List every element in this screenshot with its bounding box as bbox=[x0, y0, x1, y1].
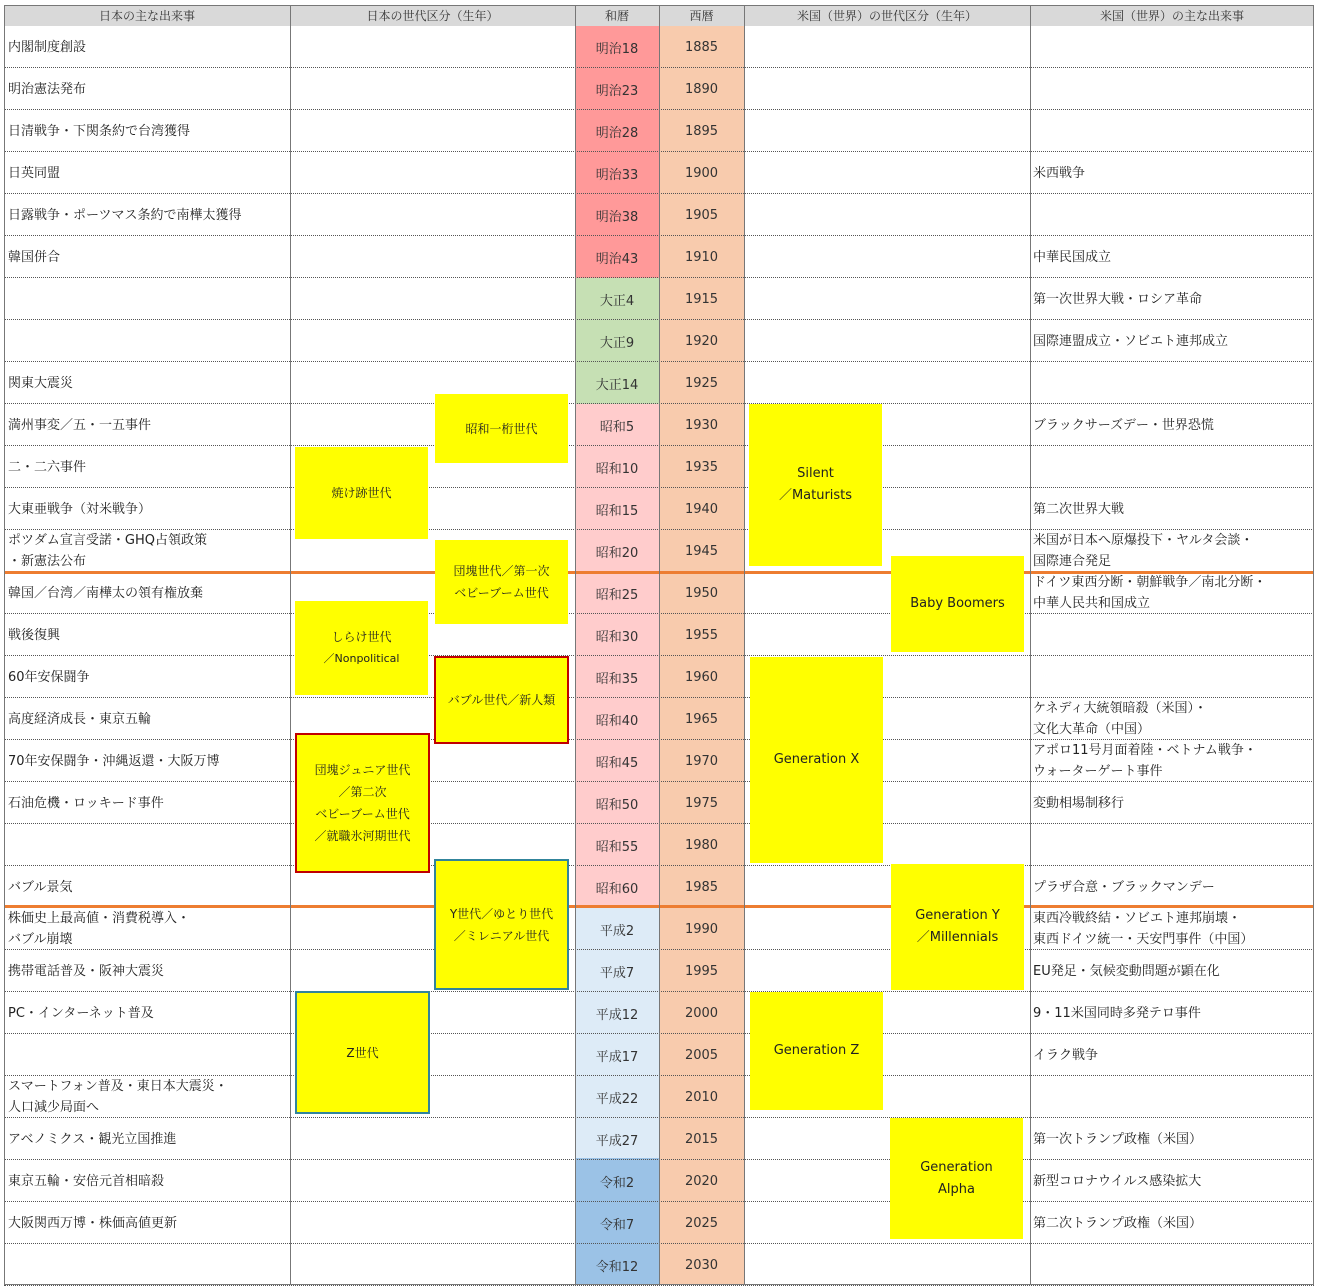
gen-label: 団塊世代／第一次 bbox=[453, 564, 550, 578]
gen-label: 昭和一桁世代 bbox=[465, 421, 538, 436]
gen-label: Generation bbox=[920, 1159, 993, 1175]
seireki-cell-text: 1920 bbox=[684, 333, 719, 349]
wareki-cell-text: 昭和15 bbox=[595, 503, 639, 519]
us-event-cell-text: 変動相場制移行 bbox=[1033, 795, 1125, 811]
seireki-cell-text: 1955 bbox=[684, 627, 719, 643]
table-frame bbox=[4, 5, 1314, 1285]
gen-label: Generation Z bbox=[773, 1043, 860, 1058]
jp-event-cell-text: 携帯電話普及・阪神大震災 bbox=[8, 963, 165, 979]
us-event-cell-text: ドイツ東西分断・朝鮮戦争／南北分断・ bbox=[1033, 575, 1267, 590]
seireki-cell-text: 1965 bbox=[684, 711, 719, 727]
wareki-cell-text: 大正9 bbox=[599, 335, 635, 351]
wareki-cell-text: 昭和60 bbox=[595, 881, 639, 897]
seireki-cell-text: 2000 bbox=[684, 1005, 719, 1021]
us-event-cell-text: 米国が日本へ原爆投下・ヤルタ会談・ bbox=[1033, 533, 1254, 548]
gen-label: Generation Y bbox=[915, 908, 1000, 923]
wareki-cell-text: 昭和50 bbox=[595, 797, 639, 813]
us-event-cell-text: アポロ11号月面着陸・ベトナム戦争・ bbox=[1033, 743, 1257, 758]
jp-event-cell-text: 二・二六事件 bbox=[8, 459, 87, 475]
jp-event-cell-text: 大東亜戦争（対米戦争） bbox=[8, 501, 152, 517]
jp-event-cell-text: PC・インターネット普及 bbox=[8, 1005, 154, 1021]
jp-event-cell-text: 韓国併合 bbox=[8, 249, 61, 265]
seireki-cell-text: 1950 bbox=[684, 585, 719, 601]
us-event-cell-text: 第一次世界大戦・ロシア革命 bbox=[1033, 291, 1203, 307]
jp-event-cell-text: 株価史上最高値・消費税導入・ bbox=[8, 911, 191, 926]
us-event-cell-text-line2: 東西ドイツ統一・天安門事件（中国） bbox=[1033, 932, 1254, 947]
jp-event-cell-text: バブル景気 bbox=[8, 879, 73, 895]
us-event-cell-text-line2: 中華人民共和国成立 bbox=[1033, 596, 1151, 611]
jp-event-cell-text: 日露戦争・ポーツマス条約で南樺太獲得 bbox=[8, 207, 242, 223]
wareki-cell-text: 昭和5 bbox=[599, 419, 635, 435]
us-event-cell-text: プラザ合意・ブラックマンデー bbox=[1033, 879, 1215, 895]
seireki-cell-text: 1960 bbox=[684, 669, 719, 685]
wareki-cell-text: 昭和30 bbox=[595, 629, 639, 645]
us-event-cell-text: 第二次世界大戦 bbox=[1033, 501, 1125, 517]
header-us-events: 米国（世界）の主な出来事 bbox=[1030, 5, 1314, 26]
seireki-cell-text: 2010 bbox=[684, 1089, 719, 1105]
us-event-cell-text: 9・11米国同時多発テロ事件 bbox=[1033, 1005, 1201, 1021]
seireki-cell-text: 1905 bbox=[684, 207, 719, 223]
jp-event-cell-text: 60年安保闘争 bbox=[8, 669, 90, 685]
wareki-cell-text: 昭和20 bbox=[595, 545, 639, 561]
seireki-cell-text: 1940 bbox=[684, 501, 719, 517]
seireki-cell-text: 2015 bbox=[684, 1131, 719, 1147]
wareki-cell-text: 昭和45 bbox=[595, 755, 639, 771]
gen-label: ／就職氷河期世代 bbox=[314, 829, 411, 843]
gen-label: Generation X bbox=[773, 752, 860, 767]
jp-event-cell-text: アベノミクス・観光立国推進 bbox=[8, 1131, 177, 1147]
wareki-cell-text: 令和12 bbox=[595, 1259, 639, 1275]
wareki-cell-text: 平成2 bbox=[599, 923, 635, 939]
gen-label: Z世代 bbox=[346, 1045, 379, 1060]
seireki-cell-text: 1885 bbox=[684, 39, 719, 55]
wareki-cell-text: 昭和25 bbox=[595, 587, 639, 603]
us-event-cell-text: 東西冷戦終結・ソビエト連邦崩壊・ bbox=[1033, 911, 1242, 926]
gen-label: 団塊ジュニア世代 bbox=[314, 763, 411, 777]
us-event-cell-text: EU発足・気候変動問題が顕在化 bbox=[1033, 963, 1220, 979]
jp-event-cell-text: 関東大震災 bbox=[8, 375, 74, 391]
us-event-cell-text-line2: ウォーターゲート事件 bbox=[1033, 764, 1163, 779]
wareki-cell-text: 大正14 bbox=[595, 377, 639, 393]
jp-event-cell-text: 満州事変／五・一五事件 bbox=[8, 417, 152, 433]
header-us-generation: 米国（世界）の世代区分（生年） bbox=[744, 5, 1030, 26]
jp-event-cell-text: 石油危機・ロッキード事件 bbox=[8, 795, 164, 811]
seireki-cell-text: 1890 bbox=[684, 81, 719, 97]
seireki-cell-text: 1945 bbox=[684, 543, 719, 559]
gen-label: ／Millennials bbox=[916, 930, 999, 945]
seireki-cell-text: 2020 bbox=[684, 1173, 719, 1189]
wareki-cell-text: 明治43 bbox=[595, 251, 639, 267]
gen-label: Baby Boomers bbox=[910, 596, 1005, 611]
us-event-cell-text: 第二次トランプ政権（米国） bbox=[1033, 1215, 1203, 1231]
wareki-cell-text: 平成27 bbox=[595, 1133, 639, 1149]
jp-event-cell-text: 大阪関西万博・株価高値更新 bbox=[8, 1215, 178, 1231]
seireki-cell-text: 1930 bbox=[684, 417, 719, 433]
jp-event-cell-text: 内閣制度創設 bbox=[8, 39, 87, 55]
us-event-cell-text: 米西戦争 bbox=[1033, 165, 1086, 181]
wareki-cell-text: 平成7 bbox=[599, 965, 635, 981]
gen-label: ／Nonpolitical bbox=[323, 652, 400, 665]
jp-event-cell-text: 韓国／台湾／南樺太の領有権放棄 bbox=[8, 585, 204, 601]
jp-event-cell-text-line2: ・新憲法公布 bbox=[8, 554, 87, 569]
wareki-cell-text: 明治38 bbox=[595, 209, 639, 225]
us-event-cell-text: 新型コロナウイルス感染拡大 bbox=[1033, 1173, 1202, 1189]
jp-event-cell-text: 70年安保闘争・沖縄返還・大阪万博 bbox=[8, 753, 220, 769]
seireki-cell-text: 1970 bbox=[684, 753, 719, 769]
us-event-cell-text: 国際連盟成立・ソビエト連邦成立 bbox=[1033, 333, 1229, 349]
gen-label: 焼け跡世代 bbox=[331, 486, 392, 500]
jp-event-cell-text: 日英同盟 bbox=[8, 165, 61, 181]
seireki-cell-text: 1995 bbox=[684, 963, 719, 979]
gen-label: ／ミレニアル世代 bbox=[453, 928, 550, 943]
us-event-cell-text-line2: 国際連合発足 bbox=[1033, 554, 1112, 569]
us-event-cell-text: ブラックサーズデー・世界恐慌 bbox=[1033, 417, 1214, 433]
us-event-cell-text: 第一次トランプ政権（米国） bbox=[1033, 1131, 1203, 1147]
wareki-cell-text: 昭和55 bbox=[595, 839, 639, 855]
wareki-cell-text: 明治33 bbox=[595, 167, 639, 183]
gen-label: ベビーブーム世代 bbox=[315, 807, 410, 821]
gen-label: ／第二次 bbox=[338, 785, 387, 799]
seireki-cell-text: 2005 bbox=[684, 1047, 719, 1063]
gen-label: Silent bbox=[797, 466, 834, 481]
us-event-cell-text: ケネディ大統領暗殺（米国）・ bbox=[1033, 701, 1207, 716]
header-seireki: 西暦 bbox=[659, 5, 744, 26]
seireki-cell-text: 1990 bbox=[684, 921, 719, 937]
wareki-cell-text: 令和7 bbox=[599, 1217, 635, 1233]
gen-label: ／Maturists bbox=[778, 488, 853, 503]
jp-event-cell-text: 明治憲法発布 bbox=[8, 81, 87, 97]
wareki-cell-text: 昭和10 bbox=[595, 461, 639, 477]
wareki-cell-text: 明治23 bbox=[595, 83, 639, 99]
seireki-cell-text: 2030 bbox=[684, 1257, 719, 1273]
header-jp-events: 日本の主な出来事 bbox=[4, 5, 290, 26]
wareki-cell-text: 明治28 bbox=[595, 125, 639, 141]
jp-event-cell-text: 戦後復興 bbox=[8, 627, 61, 643]
wareki-cell-text: 平成17 bbox=[595, 1049, 639, 1065]
jp-event-cell-text: 日清戦争・下関条約で台湾獲得 bbox=[8, 123, 191, 139]
seireki-cell-text: 1935 bbox=[684, 459, 719, 475]
wareki-cell-text: 昭和35 bbox=[595, 671, 639, 687]
us-event-cell-text: イラク戦争 bbox=[1033, 1047, 1099, 1063]
jp-event-cell-text: スマートフォン普及・東日本大震災・ bbox=[8, 1079, 228, 1094]
jp-event-cell-text: ポツダム宣言受諾・GHQ占領政策 bbox=[8, 533, 207, 548]
us-event-cell-text-line2: 文化大革命（中国） bbox=[1033, 722, 1151, 737]
jp-event-cell-text-line2: 人口減少局面へ bbox=[8, 1100, 100, 1115]
seireki-cell-text: 1910 bbox=[684, 249, 719, 265]
header-wareki: 和暦 bbox=[575, 5, 659, 26]
seireki-cell-text: 1980 bbox=[684, 837, 719, 853]
wareki-cell-text: 明治18 bbox=[595, 41, 639, 57]
wareki-cell-text: 昭和40 bbox=[595, 713, 639, 729]
jp-event-cell-text: 高度経済成長・東京五輪 bbox=[8, 711, 152, 727]
gen-label: バブル世代／新人類 bbox=[447, 693, 556, 707]
wareki-cell-text: 平成12 bbox=[595, 1007, 639, 1023]
wareki-cell-text: 大正4 bbox=[599, 293, 635, 309]
gen-label: ベビーブーム世代 bbox=[454, 586, 549, 600]
seireki-cell-text: 1985 bbox=[684, 879, 719, 895]
wareki-cell-text: 令和2 bbox=[599, 1175, 635, 1191]
seireki-cell-text: 1895 bbox=[684, 123, 719, 139]
gen-label: しらけ世代 bbox=[331, 630, 392, 644]
header-jp-generation: 日本の世代区分（生年） bbox=[290, 5, 575, 26]
wareki-cell-text: 平成22 bbox=[595, 1091, 639, 1107]
gen-label: Y世代／ゆとり世代 bbox=[449, 906, 554, 921]
seireki-cell-text: 1975 bbox=[684, 795, 719, 811]
jp-event-cell-text: 東京五輪・安倍元首相暗殺 bbox=[8, 1173, 165, 1189]
jp-event-cell-text-line2: バブル崩壊 bbox=[8, 932, 73, 947]
gen-label: Alpha bbox=[938, 1181, 975, 1197]
seireki-cell-text: 2025 bbox=[684, 1215, 719, 1231]
us-event-cell-text: 中華民国成立 bbox=[1033, 249, 1112, 265]
seireki-cell-text: 1925 bbox=[684, 375, 719, 391]
seireki-cell-text: 1900 bbox=[684, 165, 719, 181]
seireki-cell-text: 1915 bbox=[684, 291, 719, 307]
